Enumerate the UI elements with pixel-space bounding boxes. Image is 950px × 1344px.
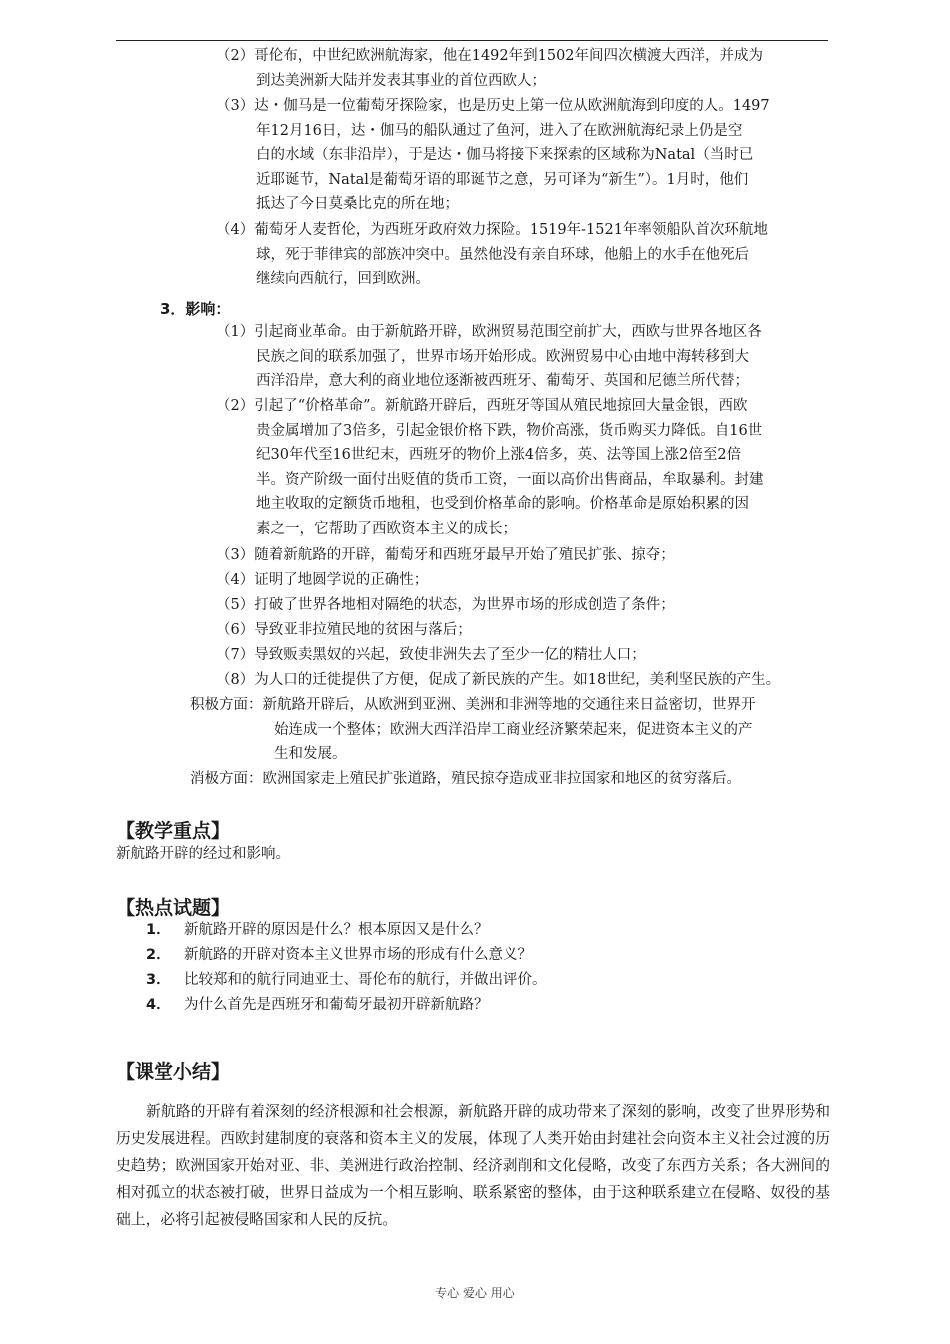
item-line: 西洋沿岸，意大利的商业地位逐渐被西班牙、葡萄牙、英国和尼德兰所代替；	[256, 373, 749, 389]
item-line: 哥伦布，中世纪欧洲航海家，他在1492年到1502年间四次横渡大西洋，并成为	[254, 48, 764, 64]
item-line: 到达美洲新大陆并发表其事业的首位西欧人；	[256, 72, 546, 89]
list-item	[216, 668, 780, 693]
item-number: （7）	[216, 647, 255, 663]
positive-aspect	[190, 693, 756, 767]
item-line: 素之一，它帮助了西欧资本主义的成长；	[256, 520, 517, 537]
item-line: 地主收取的定额货币地租，也受到价格革命的影响。价格革命是原始积累的因	[256, 496, 749, 512]
page-footer: 专心 爱心 用心	[435, 1286, 515, 1300]
list-item	[216, 94, 770, 217]
list-item	[216, 568, 428, 593]
negative-aspect	[190, 767, 741, 792]
list-item	[216, 618, 472, 643]
item-line: 贵金属增加了3倍多，引起金银价格下跌，物价高涨，货币购买力降低。自16世	[256, 422, 763, 439]
question-number: 4．	[146, 997, 171, 1013]
item-line: 民族之间的联系加强了，世界市场开始形成。欧洲贸易中心由地中海转移到大	[256, 348, 749, 365]
header-rule	[116, 40, 828, 41]
item-number: （6）	[216, 622, 255, 638]
impact-heading: 3．影响：	[160, 300, 231, 318]
question-text: 新航路开辟的原因是什么？根本原因又是什么？	[184, 922, 489, 938]
item-number: （8）	[216, 672, 255, 688]
question-number: 1．	[146, 922, 171, 938]
list-item	[216, 394, 764, 541]
item-number: （5）	[216, 597, 255, 613]
item-line: 球，死于菲律宾的部族冲突中。虽然他没有亲自环球，他船上的水手在他死后	[256, 246, 749, 263]
item-number: （3）	[216, 98, 255, 114]
list-item	[216, 320, 762, 394]
item-line: 年12月16日，达・伽马的船队通过了鱼河，进入了在欧洲航海纪录上仍是空	[256, 122, 743, 139]
item-line: 导致贩卖黑奴的兴起，致使非洲失去了至少一亿的精壮人口；	[254, 647, 646, 663]
item-line: 导致亚非拉殖民地的贫困与落后；	[254, 622, 472, 638]
item-line: 继续向西航行，回到欧洲。	[256, 271, 430, 287]
item-line: 引起了“价格革命”。新航路开辟后，西班牙等国从殖民地掠回大量金银，西欧	[254, 398, 748, 414]
focus-text: 新航路开辟的经过和影响。	[116, 846, 290, 862]
item-number: （4）	[216, 222, 255, 238]
item-line: 白的水域（东非沿岸），于是达・伽马将接下来探索的区域称为Natal（当时已	[256, 147, 754, 163]
question-text: 新航路的开辟对资本主义世界市场的形成有什么意义？	[184, 947, 532, 963]
question-item	[146, 943, 532, 968]
item-number: （3）	[216, 547, 255, 563]
focus-heading: 【教学重点】	[116, 820, 231, 842]
positive-line: 生和发展。	[274, 746, 347, 762]
summary-paragraph: 新航路的开辟有着深刻的经济根源和社会根源，新航路开辟的成功带来了深刻的影响，改变了世界形势和历史发展进程。西欧封建制度的衰落和资本主义的发展，体现了人类开始由封建社会向资本主义社会过渡的历史趋势；欧洲国家开始对亚、非、美洲进行政治控制、经济剥削和文化侵略，改变了东西方关系；各大洲间的相对孤立的状态被打破，世界日益成为一个相互影响、联系紧密的整体，由于这种联系建立在侵略、奴役的基础上，必将引起被侵略国家和人民的反抗。	[116, 1103, 830, 1228]
list-item	[216, 543, 675, 568]
negative-label: 消极方面：	[190, 771, 263, 787]
question-text: 比较郑和的航行同迪亚士、哥伦布的航行，并做出评价。	[184, 972, 547, 988]
item-line: 证明了地圆学说的正确性；	[254, 572, 429, 588]
question-item	[146, 918, 489, 943]
summary-heading: 【课堂小结】	[116, 1061, 231, 1083]
question-item	[146, 968, 547, 993]
item-number: （4）	[216, 572, 255, 588]
question-number: 2．	[146, 947, 171, 963]
positive-line: 新航路开辟后，从欧洲到亚洲、美洲和非洲等地的交通往来日益密切，世界开	[262, 697, 756, 713]
item-line: 近耶诞节，Natal是葡萄牙语的耶诞节之意，另可译为“新生”）。1月时，他们	[256, 171, 749, 188]
negative-text: 欧洲国家走上殖民扩张道路，殖民掠夺造成亚非拉国家和地区的贫穷落后。	[262, 771, 741, 787]
item-line: 葡萄牙人麦哲伦，为西班牙政府效力探险。1519年-1521年率领船队首次环航地	[254, 222, 768, 238]
positive-line: 始连成一个整体；欧洲大西洋沿岸工商业经济繁荣起来，促进资本主义的产	[274, 721, 753, 738]
hot-questions-heading: 【热点试题】	[116, 897, 231, 919]
positive-label: 积极方面：	[190, 697, 263, 713]
item-number: （1）	[216, 324, 255, 340]
item-line: 达・伽马是一位葡萄牙探险家，也是历史上第一位从欧洲航海到印度的人。1497	[254, 98, 770, 114]
list-item	[216, 593, 675, 618]
question-text: 为什么首先是西班牙和葡萄牙最初开辟新航路？	[184, 997, 489, 1013]
item-line: 纪30年代至16世纪末，西班牙的物价上涨4倍多，英、法等国上涨2倍至2倍	[256, 447, 742, 463]
item-line: 为人口的迁徙提供了方便，促成了新民族的产生。如18世纪，美利坚民族的产生。	[254, 672, 781, 688]
item-line: 随着新航路的开辟，葡萄牙和西班牙最早开始了殖民扩张、掠夺；	[254, 547, 675, 563]
list-item	[216, 218, 768, 292]
question-number: 3．	[146, 972, 171, 988]
item-line: 抵达了今日莫桑比克的所在地；	[256, 196, 459, 212]
item-number: （2）	[216, 48, 255, 64]
item-line: 半。资产阶级一面付出贬值的货币工资，一面以高价出售商品，牟取暴利。封建	[256, 471, 764, 488]
list-item	[216, 643, 646, 668]
item-line: 引起商业革命。由于新航路开辟，欧洲贸易范围空前扩大，西欧与世界各地区各	[254, 324, 762, 340]
item-number: （2）	[216, 398, 255, 414]
list-item	[216, 44, 763, 93]
question-item	[146, 993, 489, 1018]
item-line: 打破了世界各地相对隔绝的状态，为世界市场的形成创造了条件；	[254, 597, 675, 613]
